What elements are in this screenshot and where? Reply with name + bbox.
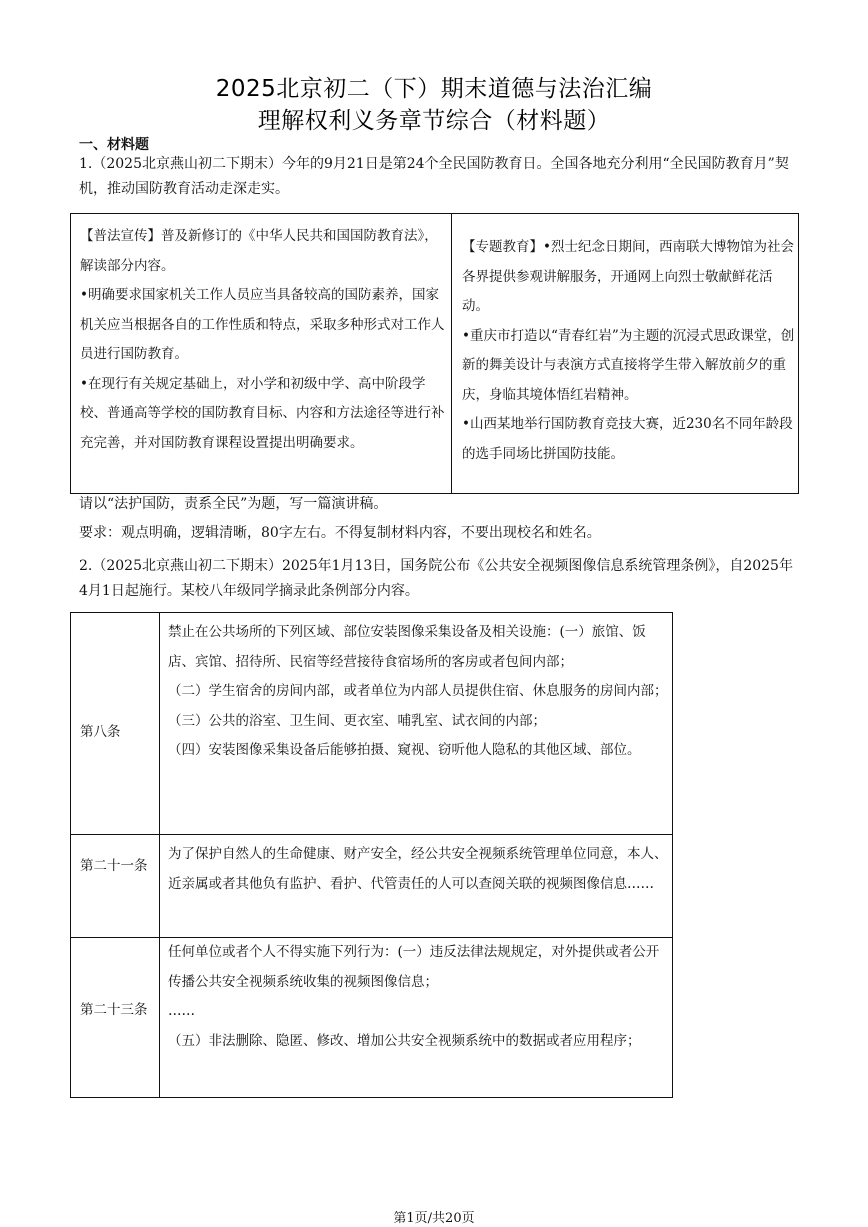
- article-content: [168, 938, 668, 1056]
- material-paragraph: •重庆市打造以“青春红岩”为主题的沉浸式思政课堂，创新的舞美设计与表演方式直接将学生带入解放前夕的重庆，身临其境体悟红岩精神。: [462, 327, 795, 403]
- material-paragraph: •明确要求国家机关工作人员应当具备较高的国防素养，国家机关应当根据各自的工作性质和特点，采取多种形式对工作人员进行国防教育。: [80, 287, 445, 362]
- question-1-task: [79, 492, 799, 546]
- material-cell-special-education: [462, 233, 796, 469]
- article-label: 第八条: [80, 724, 121, 740]
- question-1-intro: 1.（2025北京燕山初二下期末）今年的9月21日是第24个全民国防教育日。全国各地充分利用“全民国防教育月”契机，推动国防教育活动走深走实。: [79, 156, 789, 197]
- material-cell-law-publicity: [80, 222, 450, 458]
- document-title: 2025北京初二（下）期末道德与法治汇编: [215, 76, 653, 102]
- table-divider: [451, 214, 452, 493]
- article-label: 第二十一条: [80, 858, 148, 874]
- article-line: 任何单位或者个人不得实施下列行为：(一）违反法律法规规定，对外提供或者公开传播公共安全视频系统收集的视频图像信息；: [168, 944, 660, 990]
- article-content: [168, 840, 668, 899]
- article-line: （五）非法删除、隐匿、修改、增加公共安全视频系统中的数据或者应用程序；: [168, 1032, 641, 1049]
- table-column-divider: [159, 613, 160, 1097]
- article-label: 第二十三条: [80, 1002, 148, 1018]
- article-line: （二）学生宿舍的房间内部，或者单位为内部人员提供住宿、休息服务的房间内部；: [168, 683, 668, 699]
- question-2-intro: 2.（2025北京燕山初二下期末）2025年1月13日，国务院公布《公共安全视频图像信息系统管理条例》，自2025年4月1日起施行。某校八年级同学摘录此条例部分内容。: [79, 558, 793, 599]
- material-paragraph: •在现行有关规定基础上，对小学和初级中学、高中阶段学校、普通高等学校的国防教育目标、内容和方法途径等进行补充完善，并对国防教育课程设置提出明确要求。: [80, 375, 445, 451]
- document-subtitle: 理解权利义务章节综合（材料题）: [257, 108, 611, 134]
- section-heading: 一、材料题: [79, 137, 149, 153]
- article-content: [168, 618, 668, 766]
- task-prompt: 请以“法护国防，责系全民”为题，写一篇演讲稿。: [79, 496, 388, 512]
- material-paragraph: 【普法宣传】普及新修订的《中华人民共和国国防教育法》，解读部分内容。: [80, 228, 438, 274]
- article-line: 禁止在公共场所的下列区域、部位安装图像采集设备及相关设施：(一）旅馆、饭店、宾馆、招待所、民宿等经营接待食宿场所的客房或者包间内部；: [168, 624, 646, 670]
- table-row-divider: [71, 834, 672, 835]
- article-line: （三）公共的浴室、卫生间、更衣室、哺乳室、试衣间的内部；: [168, 712, 546, 729]
- article-line: （四）安装图像采集设备后能够拍摄、窥视、窃听他人隐私的其他区域、部位。: [168, 742, 641, 758]
- task-requirements: 要求：观点明确，逻辑清晰，80字左右。不得复制材料内容，不要出现校名和姓名。: [79, 525, 601, 541]
- article-line: 为了保护自然人的生命健康、财产安全，经公共安全视频系统管理单位同意，本人、近亲属或者其他负有监护、看护、代管责任的人可以查阅关联的视频图像信息……: [168, 846, 668, 892]
- page-footer: 第1页/共20页: [393, 1211, 475, 1226]
- article-line: ……: [168, 1003, 195, 1019]
- material-paragraph: 【专题教育】•烈士纪念日期间，西南联大博物馆为社会各界提供参观讲解服务，开通网上向烈士敬献鲜花活动。: [462, 239, 794, 314]
- material-paragraph: •山西某地举行国防教育竞技大赛，近230名不同年龄段的选手同场比拼国防技能。: [462, 416, 793, 462]
